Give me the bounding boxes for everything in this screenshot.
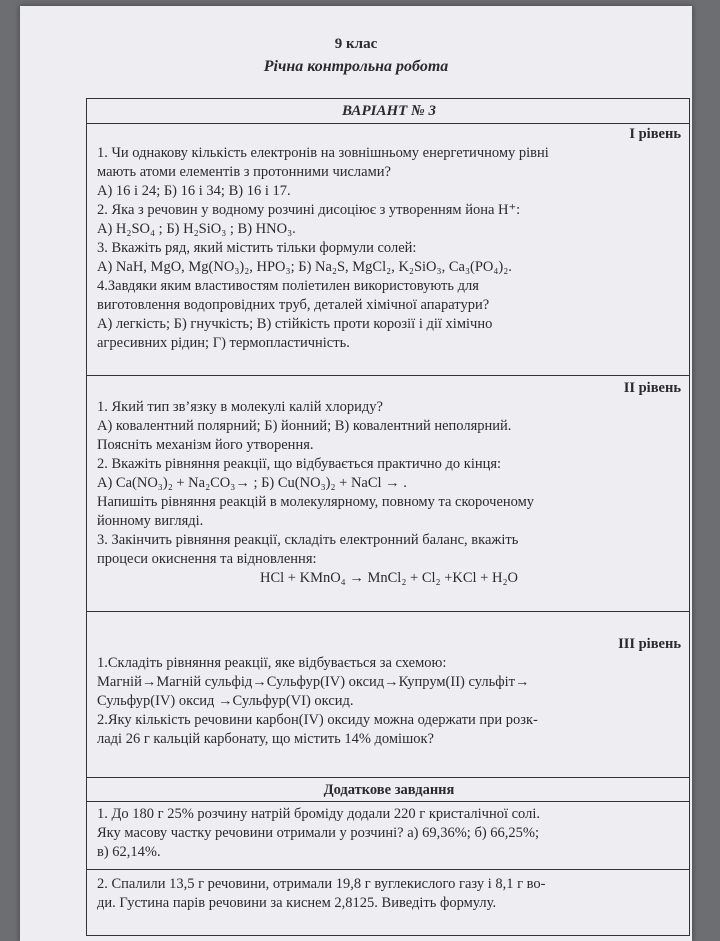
level2-line: Поясніть механізм його утворення. (97, 437, 314, 453)
tasks-table (86, 98, 690, 936)
level3-line: 1.Складіть рівняння реакції, яке відбувається за схемою: (97, 655, 447, 671)
extra-task-line: Яку масову частку речовини отримали у розчині? а) 69,36%; б) 66,25%; (97, 825, 540, 841)
level1-line: А) 16 і 24; Б) 16 і 34; В) 16 і 17. (97, 183, 291, 199)
divider (87, 375, 689, 376)
extra-task-1 (97, 805, 681, 862)
extra-task-line: 2. Спалили 13,5 г речовини, отримали 19,8 г вуглекислого газу і 8,1 г во- (97, 876, 546, 892)
level3-line: Сульфур(IV) оксид →Сульфур(VI) оксид. (97, 693, 354, 709)
level3-line: ладі 26 г кальцій карбонату, що містить 14% домішок? (97, 731, 434, 747)
exam-sheet (20, 6, 692, 941)
level1-label: І рівень (629, 126, 681, 142)
level2-line: 1. Який тип зв’язку в молекулі калій хлориду? (97, 399, 383, 415)
divider (87, 123, 689, 124)
level2-line: 2. Вкажіть рівняння реакції, що відбувається практично до кінця: (97, 456, 502, 472)
level3-line: 2.Яку кількість речовини карбон(IV) оксиду можна одержати при розк- (97, 712, 538, 728)
level1-line: А) H₂SO₄ ; Б) H₂SiO₃ ; В) HNO₃. (97, 221, 296, 237)
extra-task-line: 1. До 180 г 25% розчину натрій броміду додали 220 г кристалічної солі. (97, 806, 540, 822)
level2-line: Напишіть рівняння реакцій в молекулярному, повному та скороченому (97, 494, 535, 510)
level3-section (97, 635, 681, 749)
level3-line: Магній→Магній сульфід→Сульфур(IV) оксид→Купрум(ІІ) сульфіт→ (97, 674, 530, 690)
level2-label: ІІ рівень (623, 380, 681, 396)
extra-task-2 (97, 875, 681, 913)
divider (87, 777, 689, 778)
level1-line: 3. Вкажіть ряд, який містить тільки формули солей: (97, 240, 417, 256)
level3-label: ІІІ рівень (618, 636, 681, 652)
level1-line: 1. Чи однакову кількість електронів на зовнішньому енергетичному рівні (97, 145, 549, 161)
level2-line: А) Ca(NO₃)₂ + Na₂CO₃→ ; Б) Cu(NO₃)₂ + NaCl → . (97, 475, 407, 491)
level1-line: А) NaH, MgO, Mg(NO₃)₂, HPO₃; Б) Na₂S, MgCl₂, K₂SiO₃, Ca₃(PO₄)₂. (97, 259, 512, 275)
level1-line: 2. Яка з речовин у водному розчині дисоціює з утворенням йона H⁺: (97, 202, 521, 218)
level2-line: йонному вигляді. (97, 513, 204, 529)
divider (87, 801, 689, 802)
level2-line: 3. Закінчить рівняння реакції, складіть електронний баланс, вкажіть (97, 532, 519, 548)
extra-task-line: в) 62,14%. (97, 844, 161, 860)
extra-section (97, 781, 681, 800)
level1-section (97, 125, 681, 353)
grade-title: 9 клас (334, 36, 378, 52)
level2-section (97, 379, 681, 588)
level2-line: процеси окиснення та відновлення: (97, 551, 317, 567)
level1-line: 4.Завдяки яким властивостям поліетилен використовують для (97, 278, 479, 294)
work-subtitle: Річна контрольна робота (263, 58, 449, 75)
level2-equation: HCl + KMnO₄ → MnCl₂ + Cl₂ +KCl + H₂O (260, 570, 518, 586)
divider (87, 869, 689, 870)
extra-task-line: ди. Густина парів речовини за киснем 2,8125. Виведіть формулу. (97, 895, 497, 911)
level1-line: мають атоми елементів з протонними числами? (97, 164, 391, 180)
level1-line: виготовлення водопровідних труб, деталей хімічної апаратури? (97, 297, 490, 313)
extra-title: Додаткове завдання (323, 782, 455, 798)
level1-line: А) легкість; Б) гнучкість; В) стійкість проти корозії і дії хімічно (97, 316, 493, 332)
level2-line: А) ковалентний полярний; Б) йонний; В) ковалентний неполярний. (97, 418, 512, 434)
level1-line: агресивних рідин; Г) термопластичність. (97, 335, 350, 351)
divider (87, 611, 689, 612)
variant-title: ВАРІАНТ № 3 (342, 103, 436, 119)
